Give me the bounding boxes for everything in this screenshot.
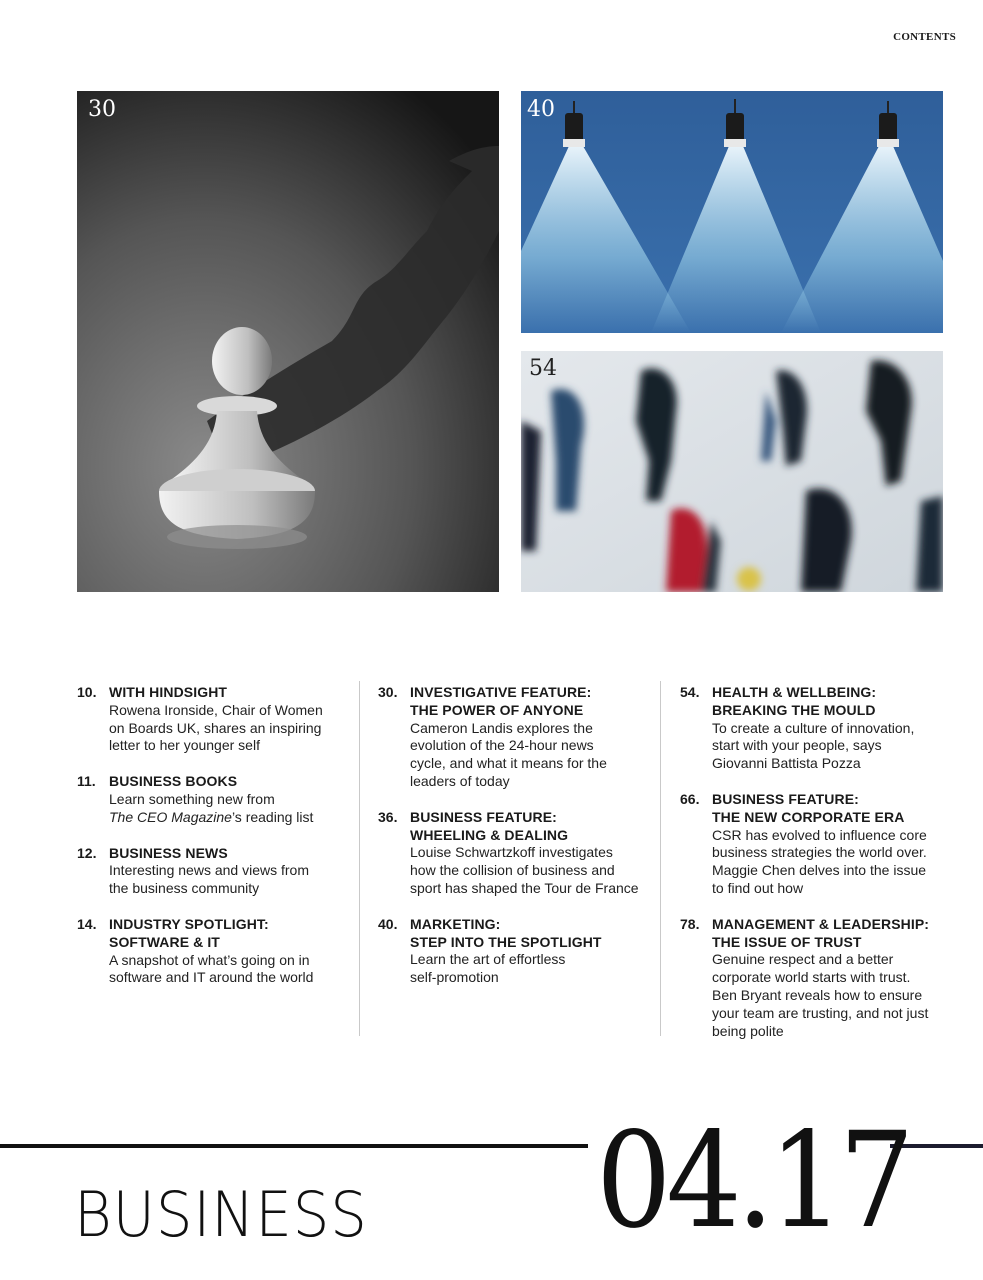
toc-entry-step-into-spotlight[interactable] — [378, 916, 658, 987]
toc-entry-business-books[interactable] — [77, 773, 357, 826]
toc-page-number: 36. — [378, 808, 398, 825]
toc-title: INDUSTRY SPOTLIGHT: SOFTWARE & IT — [109, 915, 269, 950]
toc-title: MANAGEMENT & LEADERSHIP: THE ISSUE OF TRUST — [712, 915, 930, 950]
toc-title: INVESTIGATIVE FEATURE: THE POWER OF ANYONE — [410, 684, 592, 718]
toc-entry-business-news[interactable] — [77, 845, 357, 898]
toc-page-number: 40. — [378, 915, 398, 932]
feature-photo-commuters[interactable] — [521, 351, 943, 592]
toc-title: HEALTH & WELLBEING: BREAKING THE MOULD — [712, 684, 877, 718]
spotlights-image — [521, 91, 943, 333]
toc-description: To create a culture of innovation, start with your people, says Giovanni Battista Pozza — [712, 719, 915, 772]
magazine-title: The CEO Magazine — [109, 808, 232, 825]
footer-rule-left — [0, 1144, 588, 1148]
photo-page-number: 54 — [529, 356, 557, 381]
toc-page-number: 11. — [77, 773, 96, 790]
toc-page-number: 78. — [680, 915, 700, 932]
issue-date: 04.17 — [596, 1104, 910, 1258]
toc-page-number: 10. — [77, 684, 97, 700]
toc-page-number: 12. — [77, 844, 97, 861]
toc-page-number: 14. — [77, 915, 97, 932]
toc-entry-breaking-the-mould[interactable] — [680, 684, 960, 773]
toc-description: Cameron Landis explores the evolution of the 24-hour news cycle, and what it means for the leaders of today — [410, 719, 607, 789]
toc-entry-wheeling-dealing[interactable] — [378, 809, 658, 898]
toc-entry-new-corporate-era[interactable] — [680, 791, 960, 898]
section-name: BUSINESS — [74, 1178, 368, 1251]
toc-description: Rowena Ironside, Chair of Women on Boards UK, shares an inspiring letter to her younger self — [109, 701, 323, 754]
toc-page-number: 30. — [378, 684, 398, 700]
toc-title: WITH HINDSIGHT — [109, 684, 228, 700]
feature-photo-pawn[interactable] — [77, 91, 499, 592]
toc-title: BUSINESS FEATURE: THE NEW CORPORATE ERA — [712, 790, 905, 825]
toc-entry-issue-of-trust[interactable] — [680, 916, 960, 1041]
toc-entry-industry-spotlight[interactable] — [77, 916, 357, 987]
toc-title: BUSINESS NEWS — [109, 844, 228, 861]
toc-description: Louise Schwartzkoff investigates how the collision of business and sport has shaped the Tour de France — [410, 844, 639, 896]
toc-description: Learn the art of effortless self-promotion — [410, 951, 566, 986]
toc-title: BUSINESS FEATURE: WHEELING & DEALING — [410, 808, 569, 843]
toc-column-2 — [378, 684, 658, 1005]
photo-page-number: 40 — [527, 97, 555, 122]
pawn-image — [77, 91, 499, 592]
toc-column-3 — [680, 684, 960, 1058]
toc-column-1 — [77, 684, 357, 1005]
toc-description: CSR has evolved to influence core business strategies the world over. Maggie Chen delves into the issue to find out how — [712, 826, 927, 896]
toc-description: Learn something new from The CEO Magazine’s reading list — [109, 790, 314, 825]
toc-description: A snapshot of what’s going on in software and IT around the world — [109, 951, 314, 986]
column-divider — [359, 681, 360, 1036]
toc-title: MARKETING: STEP INTO THE SPOTLIGHT — [410, 915, 602, 950]
toc-entry-with-hindsight[interactable] — [77, 684, 357, 755]
toc-description: Interesting news and views from the business community — [109, 862, 309, 897]
feature-photo-spotlights[interactable] — [521, 91, 943, 333]
section-label: CONTENTS — [893, 31, 956, 43]
toc-description: Genuine respect and a better corporate world starts with trust. Ben Bryant reveals how to ensure your team are trusting, and not just being polite — [712, 951, 929, 1039]
column-divider — [660, 681, 661, 1036]
toc-title: BUSINESS BOOKS — [109, 773, 238, 790]
toc-page-number: 66. — [680, 790, 700, 807]
toc-page-number: 54. — [680, 684, 700, 700]
photo-page-number: 30 — [88, 97, 116, 122]
commuters-image — [521, 351, 943, 592]
toc-entry-power-of-anyone[interactable] — [378, 684, 658, 791]
